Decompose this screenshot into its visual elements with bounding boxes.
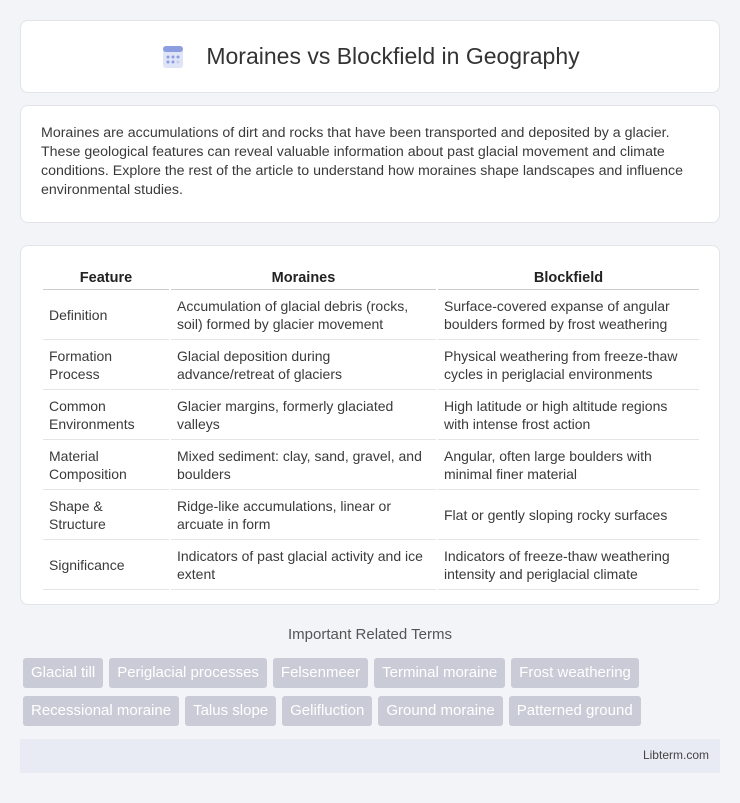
related-term-tag[interactable]: Gelifluction <box>282 696 372 726</box>
feature-cell: Definition <box>43 290 170 340</box>
feature-cell: Shape & Structure <box>43 490 170 540</box>
blockfield-cell: Surface-covered expanse of angular boulders formed by frost weathering <box>437 290 699 340</box>
moraines-cell: Glacier margins, formerly glaciated valleys <box>170 390 437 440</box>
feature-cell: Common Environments <box>43 390 170 440</box>
footer <box>20 739 720 773</box>
related-term-tag[interactable]: Ground moraine <box>378 696 502 726</box>
column-header-blockfield: Blockfield <box>437 266 699 290</box>
blockfield-cell: Angular, often large boulders with minimal finer material <box>437 440 699 490</box>
document-icon <box>160 44 186 70</box>
blockfield-cell: Flat or gently sloping rocky surfaces <box>437 490 699 540</box>
footer-site-link[interactable]: Libterm.com <box>642 748 709 762</box>
column-header-moraines: Moraines <box>170 266 437 290</box>
related-term-tag[interactable]: Recessional moraine <box>23 696 179 726</box>
related-term-tag[interactable]: Terminal moraine <box>374 658 505 688</box>
blockfield-cell: Indicators of freeze-thaw weathering intensity and periglacial climate <box>437 540 699 590</box>
table-header-row <box>43 266 699 290</box>
feature-cell: Significance <box>43 540 170 590</box>
comparison-table-card <box>20 245 720 605</box>
moraines-cell: Glacial deposition during advance/retreat of glaciers <box>170 340 437 390</box>
column-header-feature: Feature <box>43 266 170 290</box>
comparison-table <box>43 266 699 590</box>
related-terms-title: Important Related Terms <box>288 626 452 643</box>
feature-cell: Formation Process <box>43 340 170 390</box>
related-term-tag[interactable]: Frost weathering <box>511 658 639 688</box>
related-term-tag[interactable]: Glacial till <box>23 658 103 688</box>
related-term-tag[interactable]: Patterned ground <box>509 696 641 726</box>
related-term-tag[interactable]: Periglacial processes <box>109 658 267 688</box>
intro-text: Moraines are accumulations of dirt and rocks that have been transported and deposited by a glacier. These geological features can reveal valuable information about past glacial movement and climate conditions. Explore the rest of the article to understand how moraines shape landscapes and influence environmental studies. <box>41 125 683 198</box>
moraines-cell: Accumulation of glacial debris (rocks, soil) formed by glacier movement <box>170 290 437 340</box>
blockfield-cell: High latitude or high altitude regions with intense frost action <box>437 390 699 440</box>
header-card <box>20 20 720 93</box>
moraines-cell: Indicators of past glacial activity and ice extent <box>170 540 437 590</box>
moraines-cell: Ridge-like accumulations, linear or arcuate in form <box>170 490 437 540</box>
related-terms-list <box>23 658 723 734</box>
intro-card <box>20 105 720 223</box>
table-row <box>43 390 699 440</box>
table-row <box>43 440 699 490</box>
related-term-tag[interactable]: Talus slope <box>185 696 276 726</box>
table-row <box>43 290 699 340</box>
table-row <box>43 340 699 390</box>
blockfield-cell: Physical weathering from freeze-thaw cycles in periglacial environments <box>437 340 699 390</box>
page-title: Moraines vs Blockfield in Geography <box>206 43 580 69</box>
feature-cell: Material Composition <box>43 440 170 490</box>
related-term-tag[interactable]: Felsenmeer <box>273 658 368 688</box>
table-row <box>43 540 699 590</box>
table-row <box>43 490 699 540</box>
moraines-cell: Mixed sediment: clay, sand, gravel, and boulders <box>170 440 437 490</box>
